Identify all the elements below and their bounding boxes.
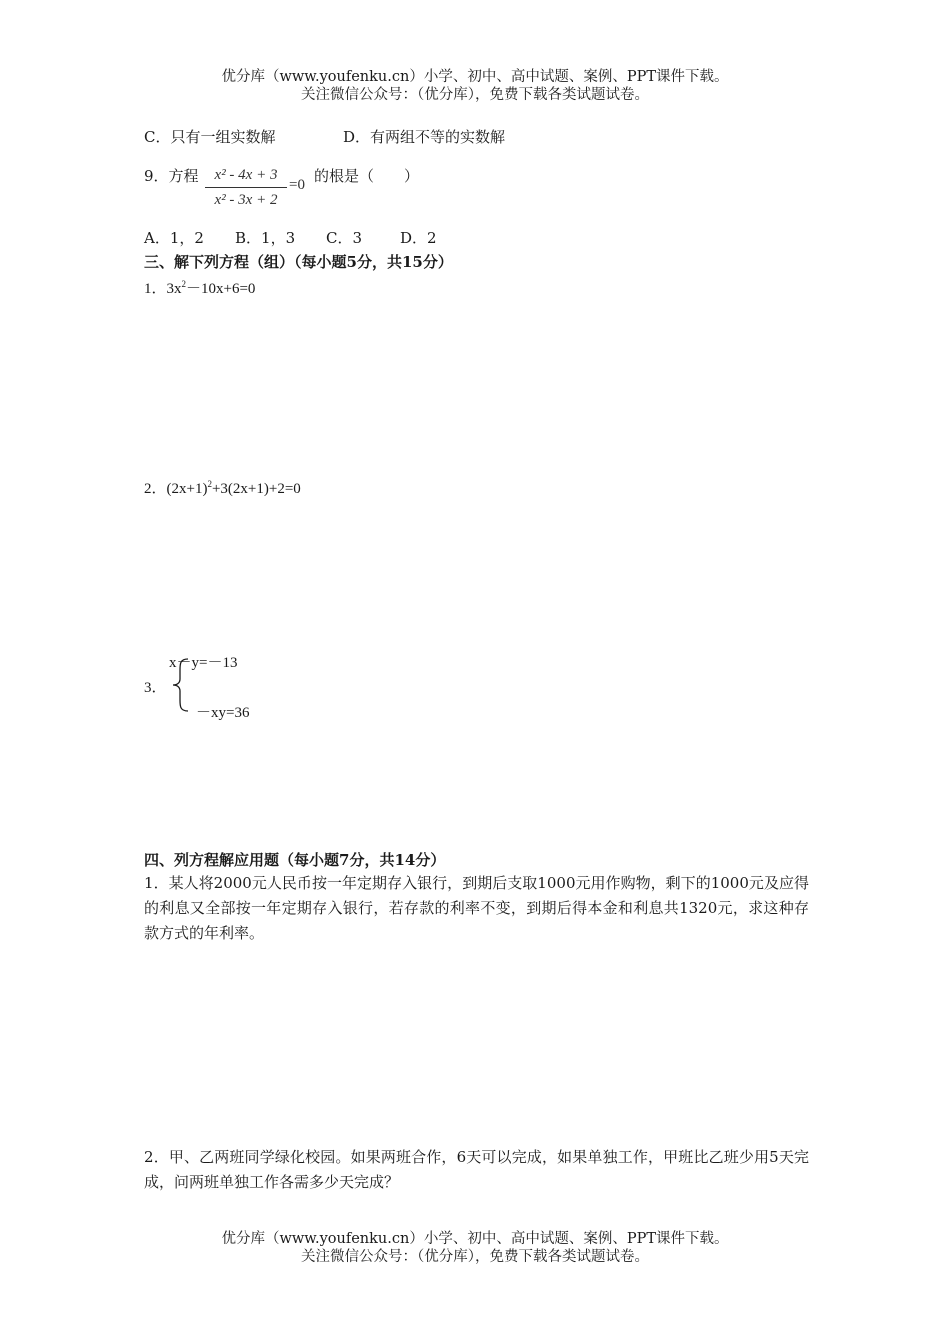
- q9-fraction: [205, 165, 287, 210]
- q9-denominator: x² - 3x + 2: [214, 192, 278, 208]
- header-line-1: 优分库（www.youfenku.cn）小学、初中、高中试题、案例、PPT课件下载。: [221, 69, 729, 85]
- s3-p2-label: 2．: [144, 481, 167, 497]
- q9-option-a: A．1，2: [144, 229, 204, 247]
- s3-p1-label: 1．: [144, 281, 167, 297]
- q8-option-d: D．有两组不等的实数解: [343, 128, 506, 146]
- s3-p1-pre: 3x: [166, 281, 182, 297]
- q9-numerator: x² - 4x + 3: [214, 167, 278, 183]
- s3-p2-pre: (2x+1): [166, 481, 208, 497]
- q8-option-c: C．只有一组实数解: [144, 128, 276, 146]
- q9-prefix: 9．方程: [144, 167, 199, 185]
- header-line-2: 关注微信公众号：（优分库），免费下载各类试题试卷。: [301, 87, 649, 103]
- s3-p1-post: －10x+6=0: [186, 281, 256, 297]
- fraction-bar: [205, 187, 287, 188]
- section-4-title: 四、列方程解应用题（每小题7分，共14分）: [144, 851, 446, 869]
- s3-p1-sup: 2: [181, 279, 187, 289]
- footer-line-2: 关注微信公众号：（优分库），免费下载各类试题试卷。: [301, 1249, 649, 1265]
- q9-option-b: B．1，3: [235, 229, 296, 247]
- s3-problem-1: [144, 277, 255, 298]
- q9-suffix: 的根是（ ）: [314, 167, 420, 185]
- section-3-title: 三、解下列方程（组）（每小题5分，共15分）: [144, 253, 453, 271]
- s4-problem-2: 2．甲、乙两班同学绿化校园。如果两班合作，6天可以完成，如果单独工作，甲班比乙班少用5天完成，问两班单独工作各需多少天完成？: [144, 1148, 809, 1191]
- s3-p3-eq2: －xy=36: [196, 705, 250, 721]
- page-header: [0, 68, 950, 104]
- q9-option-d: D．2: [400, 229, 437, 247]
- s3-p2-sup: 2: [207, 479, 212, 489]
- s3-problem-2: [144, 477, 301, 498]
- s3-p3-label: 3．: [144, 680, 167, 696]
- q9-option-c: C．3: [326, 229, 363, 247]
- s3-p3-eq1: x－y=－13: [169, 655, 238, 671]
- s4-problem-1: 1．某人将2000元人民币按一年定期存入银行，到期后支取1000元用作购物，剩下的1000元及应得的利息又全部按一年定期存入银行，若存款的利率不变，到期后得本金和利息共1320元，求这种存款方式的年利率。: [144, 874, 809, 942]
- footer-line-1: 优分库（www.youfenku.cn）小学、初中、高中试题、案例、PPT课件下载。: [221, 1231, 729, 1247]
- q9-equals: =0: [289, 177, 305, 193]
- s3-p2-post: +3(2x+1)+2=0: [211, 481, 301, 497]
- page-footer: [0, 1230, 950, 1266]
